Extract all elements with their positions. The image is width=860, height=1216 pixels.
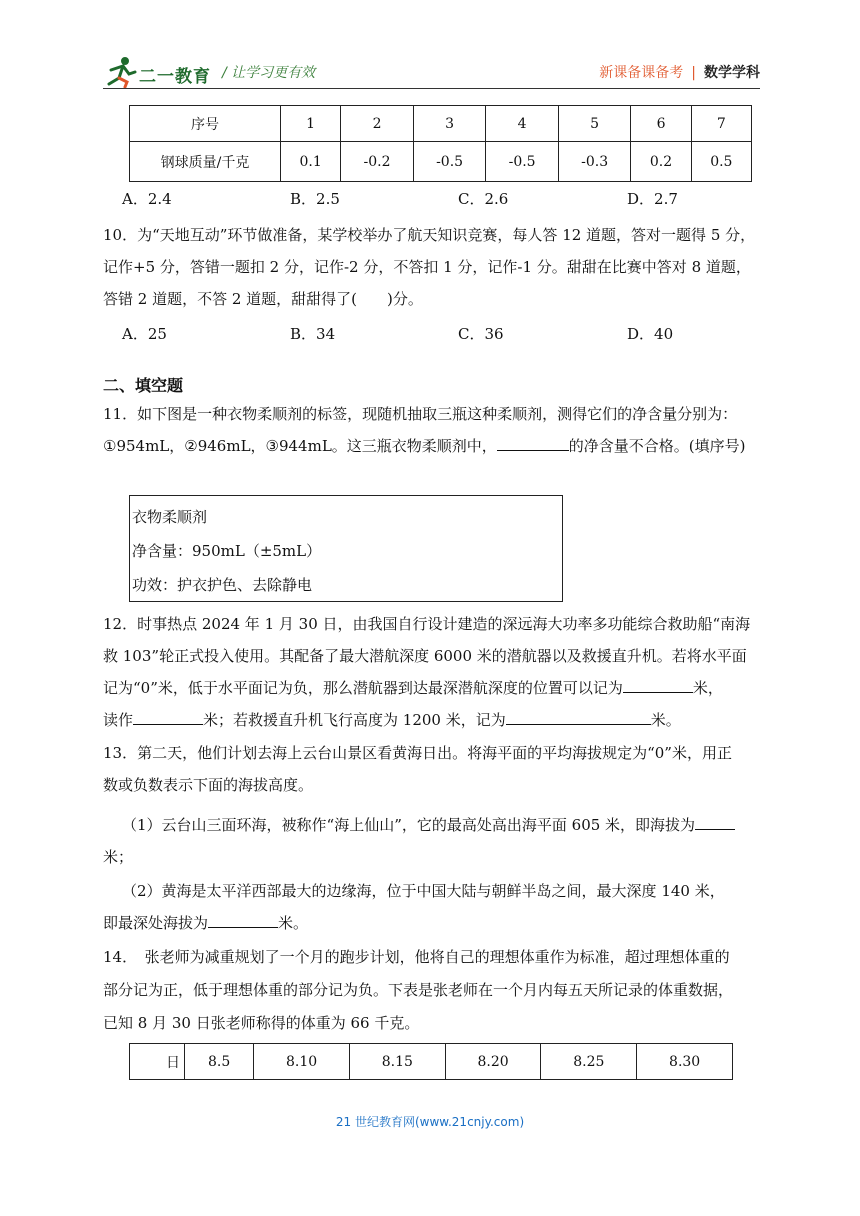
q10-option-c: C．36	[458, 325, 504, 343]
table-row	[130, 142, 752, 182]
header-separator: |	[691, 65, 696, 81]
logo	[103, 56, 213, 90]
table-cell: 8.30	[637, 1044, 733, 1080]
section-title: 二、填空题	[103, 376, 184, 395]
q14-line: 14． 张老师为减重规划了一个月的跑步计划，他将自己的理想体重作为标准，超过理想体重的	[103, 948, 730, 966]
answer-blank[interactable]	[695, 815, 735, 830]
q12-text: 米；若救援直升机飞行高度为 1200 米，记为	[203, 711, 506, 729]
label-effect: 功效：护衣护色、去除静电	[132, 576, 313, 594]
table-cell: 3	[413, 106, 486, 142]
table-row	[130, 1044, 733, 1080]
footer-link[interactable]: 21 世纪教育网(www.21cnjy.com)	[335, 1115, 525, 1129]
answer-blank[interactable]	[208, 913, 278, 928]
q9-option-c: C．2.6	[458, 190, 509, 208]
running-person-icon	[103, 56, 137, 88]
q13-line	[122, 815, 735, 835]
q11-line: 11．如下图是一种衣物柔顺剂的标签，现随机抽取三瓶这种柔顺剂，测得它们的净含量分别为：	[103, 405, 738, 423]
q12-line: 救 103”轮正式投入使用。其配备了最大潜航深度 6000 米的潜航器以及救援直升机。若将水平面	[103, 647, 747, 665]
table-cell: -0.5	[413, 142, 486, 182]
table-cell: 6	[631, 106, 691, 142]
q13-line: 米；	[103, 848, 134, 866]
answer-blank[interactable]	[506, 710, 651, 725]
q13-text: 米。	[278, 914, 309, 932]
q10-option-b: B．34	[290, 325, 336, 343]
q12-text: 记为“0”米，低于水平面记为负，那么潜航器到达最深潜航深度的位置可以记为	[103, 679, 623, 697]
header-divider	[103, 88, 760, 89]
q13-text: （1）云台山三面环海，被称作“海上仙山”，它的最高处高出海平面 605 米，即海拔为	[122, 816, 696, 834]
table-cell: 8.20	[445, 1044, 541, 1080]
table-cell: 5	[558, 106, 631, 142]
q9-option-d: D．2.7	[627, 190, 678, 208]
q11-text: ①954mL，②946mL，③944mL。这三瓶衣物柔顺剂中，	[103, 437, 497, 455]
table-cell: 序号	[130, 106, 281, 142]
table-cell: 0.1	[281, 142, 341, 182]
table-cell: 0.5	[691, 142, 751, 182]
q14-line: 已知 8 月 30 日张老师称得的体重为 66 千克。	[103, 1014, 420, 1032]
q11-text: 的净含量不合格。(填序号)	[568, 437, 746, 455]
table-cell: -0.3	[558, 142, 631, 182]
q13-line: （2）黄海是太平洋西部最大的边缘海，位于中国大陆与朝鲜半岛之间，最大深度 140 米，	[122, 882, 725, 900]
header-subject-label: 数学学科	[704, 65, 760, 81]
q12-text: 读作	[103, 711, 134, 729]
q10-line: 记作+5 分，答错一题扣 2 分，记作-2 分，不答扣 1 分，记作-1 分。甜甜在比赛中答对 8 道题，	[103, 258, 751, 276]
q11-line	[103, 436, 746, 456]
q12-text: 米。	[650, 711, 681, 729]
q12-line	[103, 678, 723, 698]
q9-option-b: B．2.5	[290, 190, 340, 208]
q14-line: 部分记为正，低于理想体重的部分记为负。下表是张老师在一个月内每五天所记录的体重数据，	[103, 981, 734, 999]
q13-text: 即最深处海拔为	[103, 914, 209, 932]
table-cell: 4	[486, 106, 559, 142]
table-cell: 8.10	[254, 1044, 350, 1080]
table-cell: 1	[281, 106, 341, 142]
q13-line	[103, 913, 308, 933]
table-cell: 钢球质量/千克	[130, 142, 281, 182]
label-volume: 净含量：950mL（±5mL）	[132, 542, 322, 560]
table-row	[130, 106, 752, 142]
q9-option-a: A．2.4	[122, 190, 172, 208]
table-cell: 2	[341, 106, 414, 142]
answer-blank[interactable]	[133, 710, 203, 725]
table-cell: 0.2	[631, 142, 691, 182]
table-cell: 日	[130, 1044, 185, 1080]
table-cell: -0.2	[341, 142, 414, 182]
steel-ball-table	[129, 105, 752, 182]
table-cell: 7	[691, 106, 751, 142]
header-course: 新课备课备考	[599, 65, 684, 81]
table-cell: -0.5	[486, 142, 559, 182]
softener-label-box	[129, 495, 563, 602]
answer-blank[interactable]	[623, 678, 693, 693]
q10-option-d: D．40	[627, 325, 674, 343]
q10-line: 答错 2 道题，不答 2 道题，甜甜得了( )分。	[103, 290, 423, 308]
q10-line: 10．为“天地互动”环节做准备，某学校举办了航天知识竞赛，每人答 12 道题，答对一题得 5 分，	[103, 226, 756, 244]
q10-option-a: A．25	[122, 325, 167, 343]
label-title: 衣物柔顺剂	[132, 508, 208, 526]
slogan: / 让学习更有效	[222, 65, 316, 81]
table-cell: 8.15	[349, 1044, 445, 1080]
q12-text: 米，	[692, 679, 723, 697]
logo-text: 二一教育	[139, 67, 211, 87]
answer-blank[interactable]	[497, 436, 569, 451]
q12-line: 12．时事热点 2024 年 1 月 30 日，由我国自行设计建造的深远海大功率多功能综合救助船“南海	[103, 615, 751, 633]
weight-table	[129, 1043, 733, 1080]
q12-line	[103, 710, 681, 730]
header-subject	[599, 62, 760, 82]
q13-line: 数或负数表示下面的海拔高度。	[103, 776, 314, 794]
q13-line: 13．第二天，他们计划去海上云台山景区看黄海日出。将海平面的平均海拔规定为“0”米，用正	[103, 744, 732, 762]
table-cell: 8.5	[185, 1044, 254, 1080]
table-cell: 8.25	[541, 1044, 637, 1080]
